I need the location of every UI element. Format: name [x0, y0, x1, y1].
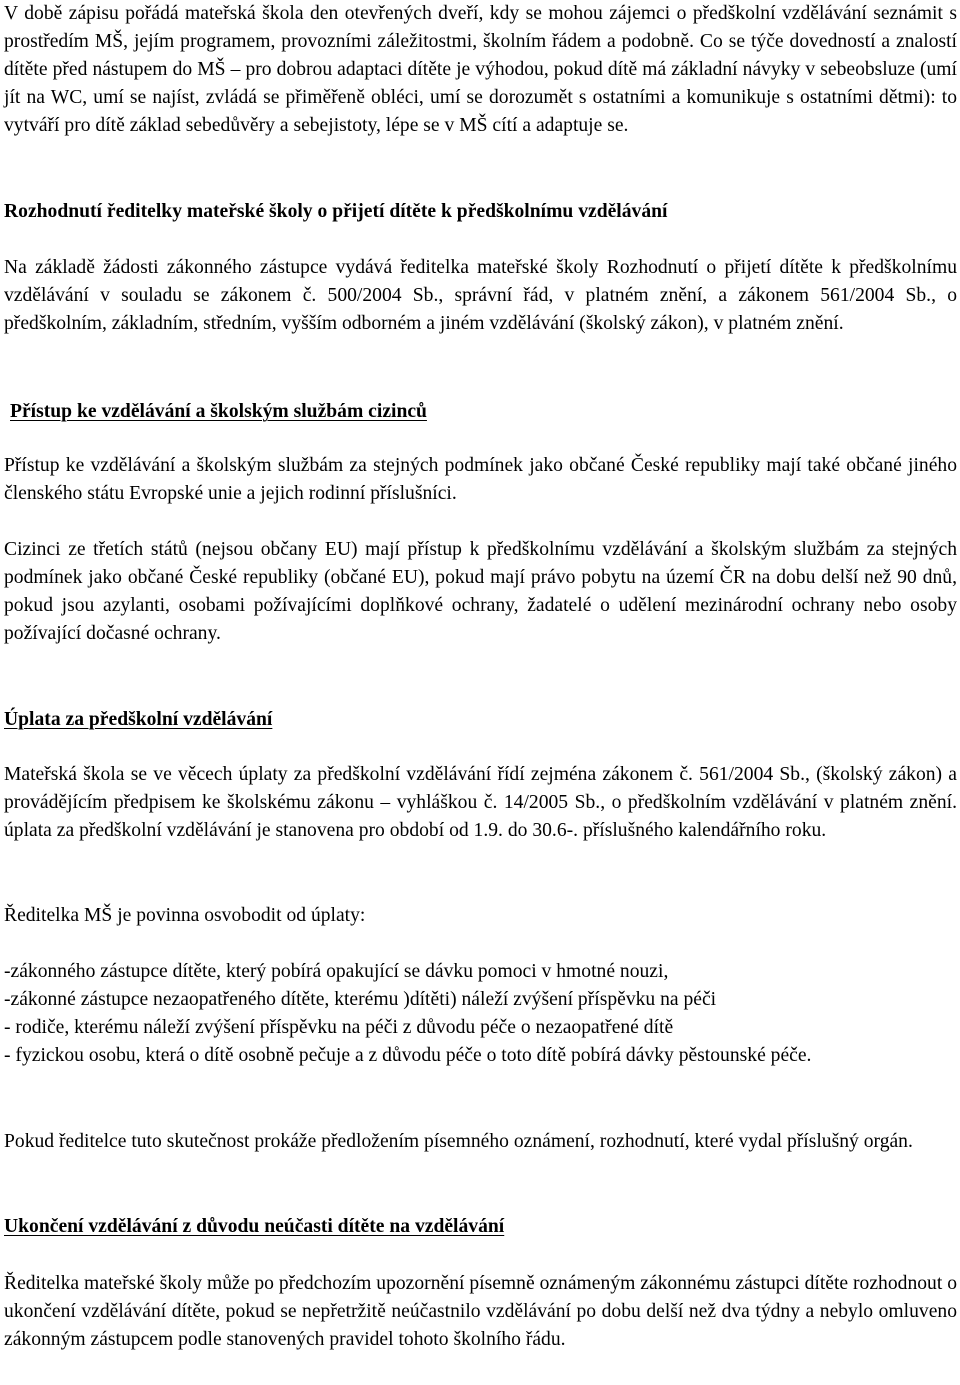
fees-exemption-list [4, 958, 957, 1070]
fees-paragraph-1: Mateřská škola se ve věcech úplaty za předškolní vzdělávání řídí zejména zákonem č. 561/2004 Sb., (školský zákon) a provádějícím předpisem ke školskému zákonu – vyhláškou č. 14/2005 Sb., o předškolním vzdělávání v platném znění. úplata za předškolní vzdělávání je stanovena pro období od 1.9. do 30.6-. příslušného kalendářního roku. [4, 764, 957, 841]
termination-paragraph: Ředitelka mateřské školy může po předchozím upozornění písemně oznámeným zákonnému zástupci dítěte rozhodnout o ukončení vzdělávání dítěte, pokud se nepřetržitě neúčastnilo vzdělávání po dobu delší než dva týdny a nebylo omluveno zákonným zástupcem podle stanovených pravidel tohoto školního řádu. [4, 1273, 957, 1350]
list-item: -zákonné zástupce nezaopatřeného dítěte, kterému )dítěti) náleží zvýšení příspěvku na péči [4, 989, 717, 1010]
foreigners-paragraph-1: Přístup ke vzdělávání a školským službám za stejných podmínek jako občané České republiky mají také občané jiného členského státu Evropské unie a jejich rodinní příslušníci. [4, 455, 957, 504]
list-item: -zákonného zástupce dítěte, který pobírá opakující se dávku pomoci v hmotné nouzi, [4, 961, 669, 982]
intro-paragraph: V době zápisu pořádá mateřská škola den otevřených dveří, kdy se mohou zájemci o předškolní vzdělávání seznámit s prostředím MŠ, jejím programem, provozními záležitostmi, školním řádem a podobně. Co se týče dovedností a znalostí dítěte před nástupem do MŠ – pro dobrou adaptaci dítěte je výhodou, pokud dítě má základní návyky v sebeobsluze (umí jít na WC, umí se najíst, zvládá se přiměřeně obléci, umí se dorozumět s ostatními a komunikuje s ostatními dětmi): to vytváří pro dítě základ sebedůvěry a sebejistoty, lépe se v MŠ cítí a adaptuje se. [4, 3, 957, 136]
fees-heading: Úplata za předškolní vzdělávání [4, 709, 273, 730]
foreigners-heading: Přístup ke vzdělávání a školským službám cizinců [10, 401, 427, 422]
admission-heading: Rozhodnutí ředitelky mateřské školy o přijetí dítěte k předškolnímu vzdělávání [4, 201, 668, 222]
list-item: - rodiče, kterému náleží zvýšení příspěvku na péči z důvodu péče o nezaopatřené dítě [4, 1017, 674, 1038]
foreigners-paragraph-2: Cizinci ze třetích států (nejsou občany EU) mají přístup k předškolnímu vzdělávání a školským službám za stejných podmínek jako občané České republiky (občané EU), pokud mají právo pobytu na území ČR na dobu delší než 90 dnů, pokud jsou azylanti, osobami požívajícími doplňkové ochrany, žadatelé o udělení mezinárodní ochrany nebo osoby požívající dočasné ochrany. [4, 539, 957, 644]
admission-paragraph: Na základě žádosti zákonného zástupce vydává ředitelka mateřské školy Rozhodnutí o přijetí dítěte k předškolnímu vzdělávání v souladu se zákonem č. 500/2004 Sb., správní řád, v platném znění, a zákonem 561/2004 Sb., o předškolním, základním, středním, vyšším odborném a jiném vzdělávání (školský zákon), v platném znění. [4, 257, 957, 334]
list-item: - fyzickou osobu, která o dítě osobně pečuje a z důvodu péče o toto dítě pobírá dávky pěstounské péče. [4, 1045, 812, 1066]
fees-exemption-intro: Ředitelka MŠ je povinna osvobodit od úplaty: [4, 905, 366, 926]
fees-paragraph-2: Pokud ředitelce tuto skutečnost prokáže předložením písemného oznámení, rozhodnutí, které vydal příslušný orgán. [4, 1131, 913, 1152]
termination-heading: Ukončení vzdělávání z důvodu neúčasti dítěte na vzdělávání [4, 1216, 505, 1237]
